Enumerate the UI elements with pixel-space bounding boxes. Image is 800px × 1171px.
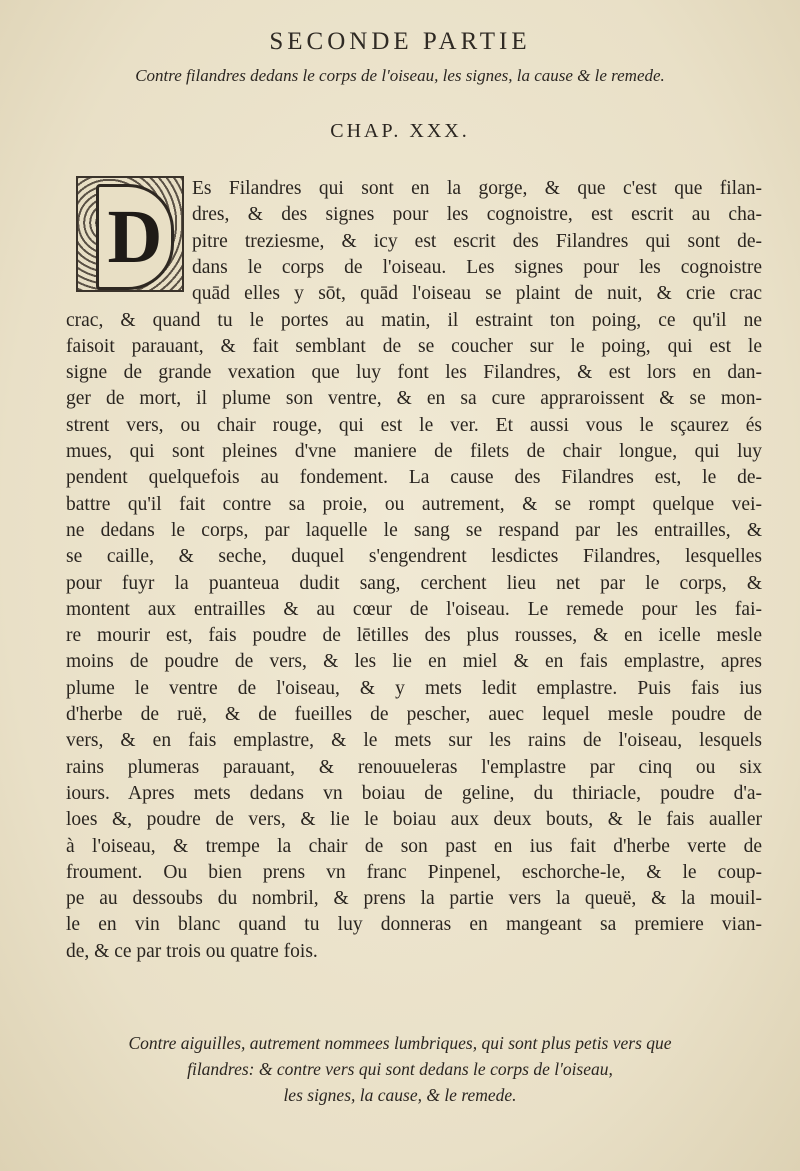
text-line: strent vers, ou chair rouge, qui est le ver. Et aussi vous le sçaurez és bbox=[66, 414, 762, 436]
text-line: ger de mort, il plume son ventre, & en sa cure appraroissent & se mon- bbox=[66, 388, 762, 410]
initial-letter: D bbox=[96, 184, 174, 290]
text-line: pendent quelquefois au fondement. La cause des Filandres est, le de- bbox=[66, 467, 762, 489]
text-line: loes &, poudre de vers, & lie le boiau aux deux bouts, & le fais aualler bbox=[66, 809, 762, 831]
decorated-initial bbox=[76, 176, 184, 292]
text-line: faisoit parauant, & fait semblant de se coucher sur le poing, qui est le bbox=[66, 335, 762, 357]
text-line: montent aux entrailles & au cœur de l'oiseau. Le remede pour les fai- bbox=[66, 598, 762, 620]
text-line: re mourir est, fais poudre de lētilles des plus rousses, & en icelle mesle bbox=[66, 625, 762, 647]
text-line: d'herbe de ruë, & de fueilles de pescher, auec lequel mesle poudre de bbox=[66, 704, 762, 725]
text-line: se caille, & seche, duquel s'engendrent lesdictes Filandres, lesquelles bbox=[66, 546, 762, 568]
chapter-number: CHAP. XXX. bbox=[330, 120, 470, 142]
text-line: mues, qui sont pleines d'vne maniere de filets de chair longue, qui luy bbox=[66, 441, 762, 462]
text-line: froument. Ou bien prens vn franc Pinpenel, eschorche-le, & le coup- bbox=[66, 861, 762, 883]
text-line: moins de poudre de vers, & les lie en miel & en fais emplastre, apres bbox=[66, 651, 762, 673]
chapter-subtitle: Contre filandres dedans le corps de l'oiseau, les signes, la cause & le remede. bbox=[135, 66, 665, 85]
text-line: ne dedans le corps, par laquelle le sang se respand par les entrailles, & bbox=[66, 519, 762, 541]
text-line: pe au dessoubs du nombril, & prens la partie vers la queuë, & la mouil- bbox=[66, 888, 762, 910]
text-line: quād elles y sōt, quād l'oiseau se plaint de nuit, & crie crac bbox=[192, 283, 762, 305]
section-heading-line: Contre aiguilles, autrement nommees lumbriques, qui sont plus petis vers que bbox=[128, 1033, 672, 1053]
text-line: de, & ce par trois ou quatre fois. bbox=[66, 940, 318, 962]
text-line: battre qu'il fait contre sa proie, ou autrement, & se rompt quelque vei- bbox=[66, 493, 762, 515]
text-line: Es Filandres qui sont en la gorge, & que c'est que filan- bbox=[192, 178, 762, 199]
running-head: SECONDE PARTIE bbox=[269, 28, 531, 55]
text-line: dans le corps de l'oiseau. Les signes pour les cognoistre bbox=[192, 256, 762, 278]
text-line: iours. Apres mets dedans vn boiau de geline, du thiriacle, poudre d'a- bbox=[66, 782, 762, 804]
text-line: crac, & quand tu le portes au matin, il estraint ton poing, ce qu'il ne bbox=[66, 309, 762, 331]
section-heading-line: les signes, la cause, & le remede. bbox=[283, 1085, 517, 1105]
text-line: plume le ventre de l'oiseau, & y mets ledit emplastre. Puis fais ius bbox=[66, 677, 762, 699]
text-line: pour fuyr la puanteua dudit sang, cerchent lieu net par le corps, & bbox=[66, 572, 762, 594]
text-line: pitre treziesme, & icy est escrit des Filandres qui sont de- bbox=[192, 230, 762, 252]
section-heading-line: filandres: & contre vers qui sont dedans le corps de l'oiseau, bbox=[187, 1059, 613, 1079]
text-line: à l'oiseau, & trempe la chair de son past en ius fait d'herbe verte de bbox=[66, 835, 762, 857]
text-line: vers, & en fais emplastre, & le mets sur les rains de l'oiseau, lesquels bbox=[66, 730, 762, 752]
text-line: signe de grande vexation que luy font les Filandres, & est lors en dan- bbox=[66, 362, 762, 384]
text-line: rains plumeras parauant, & renouueleras l'emplastre par cinq ou six bbox=[66, 756, 762, 778]
text-line: dres, & des signes pour les cognoistre, est escrit au cha- bbox=[192, 204, 762, 226]
text-line: le en vin blanc quand tu luy donneras en mangeant sa premiere vian- bbox=[66, 914, 762, 936]
